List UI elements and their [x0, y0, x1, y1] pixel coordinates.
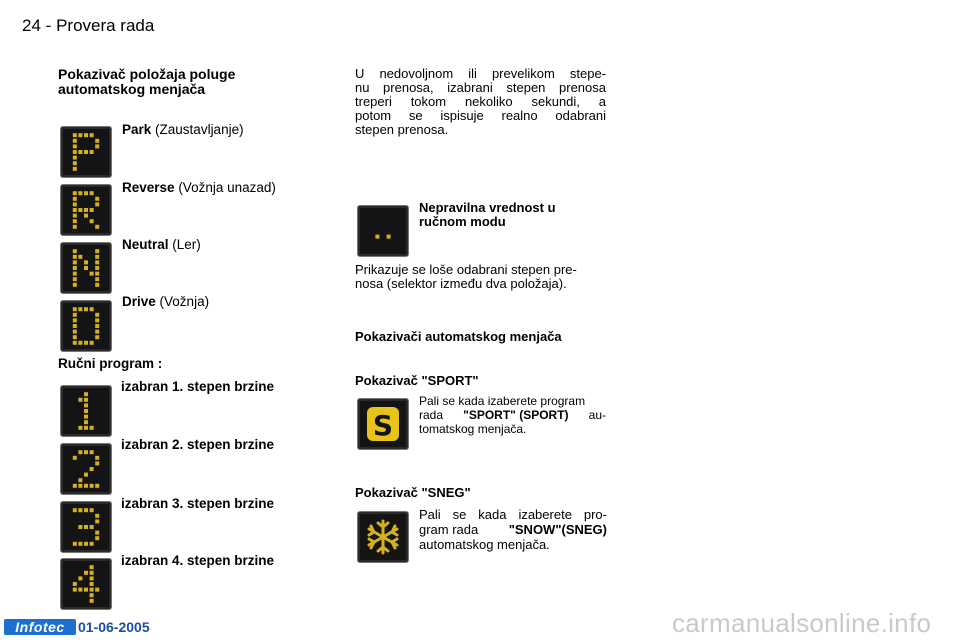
led-dot: [90, 582, 94, 586]
led-dot: [73, 249, 77, 253]
position-park: [122, 122, 244, 138]
position-name: Drive: [122, 294, 156, 309]
led-dot: [95, 531, 99, 535]
led-dot: [73, 508, 77, 512]
led-dot: [73, 191, 77, 195]
position-name: Park: [122, 122, 152, 137]
sport-text: [419, 394, 606, 436]
led-dot: [95, 197, 99, 201]
led-dot: [78, 450, 82, 454]
manual-program-title: Ručni program :: [58, 356, 163, 371]
text-line: U nedovoljnom ili prevelikom stepe-: [355, 66, 606, 81]
led-dot: [78, 478, 82, 482]
led-dot: [84, 341, 88, 345]
led-dot: [84, 484, 88, 488]
led-dot: [90, 599, 94, 603]
led-badge-n: [60, 242, 112, 294]
text-line: treperi tokom nekoliko sekundi, a: [355, 94, 606, 109]
snow-title: Pokazivač "SNEG": [355, 485, 471, 500]
led-dot: [73, 313, 77, 317]
led-dot: [84, 588, 88, 592]
led-dot: [73, 318, 77, 322]
text-line: nosa (selektor između dva položaja).: [355, 276, 567, 291]
led-dot: [73, 542, 77, 546]
led-badge-3: [60, 501, 112, 553]
page-header: [22, 16, 154, 36]
led-matrix-icon: [61, 559, 111, 609]
led-dot: [95, 139, 99, 143]
led-dot: [95, 456, 99, 460]
led-dot: [84, 473, 88, 477]
led-dot: [73, 484, 77, 488]
led-dot: [73, 156, 77, 160]
led-dot: [84, 426, 88, 430]
led-dot: [95, 283, 99, 287]
led-dot: [84, 398, 88, 402]
led-matrix-icon: [61, 243, 111, 293]
led-dot: [78, 542, 82, 546]
indicators-title: Pokazivači automatskog menjača: [355, 329, 562, 344]
gear-1-label: izabran 1. stepen brzine: [121, 379, 275, 394]
footer-date: 01-06-2005: [78, 619, 150, 635]
led-matrix-icon: [61, 127, 111, 177]
led-dot: [73, 277, 77, 281]
led-dot: [95, 272, 99, 276]
led-dot: [78, 255, 82, 259]
led-dot: [95, 324, 99, 328]
text-line: automatskog menjača.: [419, 537, 550, 552]
led-matrix-icon: [61, 386, 111, 436]
led-dot: [73, 167, 77, 171]
led-dot: [73, 582, 77, 586]
led-dot: [90, 133, 94, 137]
led-dot: [73, 588, 77, 592]
led-dot: [84, 542, 88, 546]
text-line: stepen prenosa.: [355, 122, 449, 137]
led-dot: [84, 191, 88, 195]
position-desc: (Ler): [172, 237, 201, 252]
led-dot: [78, 307, 82, 311]
led-dot: [95, 202, 99, 206]
led-dot: [90, 272, 94, 276]
led-dot: [95, 249, 99, 253]
led-dot: [78, 150, 82, 154]
led-badge-d: [60, 300, 112, 352]
led-dot: [78, 508, 82, 512]
led-dot: [95, 461, 99, 465]
led-dot: [73, 161, 77, 165]
led-dot: [73, 139, 77, 143]
led-dot: [375, 235, 379, 239]
led-dot: [90, 341, 94, 345]
led-dot: [90, 542, 94, 546]
position-reverse: [122, 180, 276, 196]
led-dot: [387, 235, 391, 239]
led-dot: [73, 307, 77, 311]
led-dot: [90, 426, 94, 430]
led-dot: [73, 219, 77, 223]
led-dot: [73, 341, 77, 345]
led-dot: [78, 398, 82, 402]
position-name: Reverse: [122, 180, 175, 195]
page-number: 24: [22, 16, 41, 35]
led-dot: [84, 409, 88, 413]
text-line: nu prenosa, izabrani stepen prenosa: [355, 80, 606, 95]
led-dot: [84, 415, 88, 419]
position-drive: [122, 294, 209, 310]
led-badge-p: [60, 126, 112, 178]
led-dot: [95, 484, 99, 488]
led-dot: [90, 508, 94, 512]
led-dot: [78, 208, 82, 212]
led-dot: [95, 277, 99, 281]
led-dot: [73, 335, 77, 339]
position-desc: (Vožnja): [159, 294, 210, 309]
led-dot: [73, 272, 77, 276]
led-dot: [78, 426, 82, 430]
led-dot: [78, 341, 82, 345]
snow-text: [419, 507, 607, 552]
led-dot: [90, 307, 94, 311]
led-dot: [95, 318, 99, 322]
text-run: "SPORT" (SPORT): [463, 408, 569, 422]
led-dot: [84, 150, 88, 154]
led-dot: [84, 133, 88, 137]
led-dot: [84, 450, 88, 454]
led-matrix-icon: [61, 185, 111, 235]
gear-3-label: izabran 3. stepen brzine: [121, 496, 275, 511]
led-dot: [84, 266, 88, 270]
led-dot: [90, 467, 94, 471]
led-dot: [90, 576, 94, 580]
text-line: tomatskog menjača.: [419, 422, 527, 436]
led-dot: [84, 392, 88, 396]
position-name: Neutral: [122, 237, 169, 252]
page-title: Provera rada: [56, 16, 155, 35]
led-dot: [78, 484, 82, 488]
led-dot: [95, 313, 99, 317]
led-dot: [95, 266, 99, 270]
led-matrix-icon: [61, 444, 111, 494]
led-dot: [95, 588, 99, 592]
title-line: Nepravilna vrednost u: [419, 200, 556, 215]
led-dot: [73, 202, 77, 206]
infotec-logo: Infotec: [4, 619, 76, 635]
led-badge-r: [60, 184, 112, 236]
led-dot: [95, 255, 99, 259]
led-dot: [78, 576, 82, 580]
led-dot: [95, 225, 99, 229]
snow-indicator: [357, 511, 409, 563]
led-dot: [84, 260, 88, 264]
led-dot: [90, 588, 94, 592]
led-dot: [73, 208, 77, 212]
led-dot: [95, 144, 99, 148]
position-desc: (Zaustavljanje): [155, 122, 244, 137]
snowflake-icon: [358, 512, 408, 562]
led-dot: [84, 307, 88, 311]
led-dot: [84, 525, 88, 529]
sport-s-icon: [358, 399, 408, 449]
led-dot: [73, 283, 77, 287]
sport-letter: S: [372, 409, 394, 442]
led-dot: [84, 420, 88, 424]
led-dot: [90, 525, 94, 529]
header-separator: -: [45, 16, 52, 35]
led-matrix-icon: [61, 301, 111, 351]
text-line: potom se ispisuje realno odabrani: [355, 108, 606, 123]
text-line: Pali se kada izaberete pro-: [419, 507, 607, 522]
led-dot: [73, 330, 77, 334]
led-dot: [95, 330, 99, 334]
text-run: "SNOW"(SNEG): [508, 522, 607, 537]
led-dot: [73, 133, 77, 137]
led-dot: [73, 144, 77, 148]
section-title-line: automatskog menjača: [58, 81, 206, 97]
section-title-gear-lever: [58, 67, 235, 97]
position-neutral: [122, 237, 201, 253]
led-dot: [90, 208, 94, 212]
led-dot: [84, 403, 88, 407]
led-dot: [84, 508, 88, 512]
text-run: rada: [419, 408, 444, 422]
led-dot: [90, 191, 94, 195]
led-dot: [78, 525, 82, 529]
title-line: ručnom modu: [419, 214, 506, 229]
led-badge-4: [60, 558, 112, 610]
led-matrix-icon: [358, 206, 408, 256]
invalid-value-title: [419, 201, 556, 229]
sport-title: Pokazivač "SPORT": [355, 373, 479, 388]
led-dot: [95, 260, 99, 264]
led-dot: [78, 191, 82, 195]
led-dot: [73, 456, 77, 460]
position-desc: (Vožnja unazad): [178, 180, 276, 195]
led-badge-2: [60, 443, 112, 495]
led-badge-1: [60, 385, 112, 437]
led-dot: [73, 260, 77, 264]
led-dot: [73, 225, 77, 229]
sport-indicator: [357, 398, 409, 450]
led-dot: [90, 565, 94, 569]
text-run: au-: [588, 408, 606, 422]
led-dot: [95, 514, 99, 518]
led-dot: [95, 335, 99, 339]
led-dot: [73, 255, 77, 259]
led-dot: [90, 219, 94, 223]
text-run: gram rada: [419, 522, 479, 537]
led-dot: [78, 133, 82, 137]
led-dot: [73, 266, 77, 270]
led-dot: [95, 536, 99, 540]
watermark: carmanualsonline.info: [672, 608, 932, 638]
section-title-line: Pokazivač položaja poluge: [58, 66, 236, 82]
led-dot: [73, 197, 77, 201]
led-dot: [84, 208, 88, 212]
intro-paragraph: [355, 67, 606, 137]
led-badge-dashes: [357, 205, 409, 257]
gear-4-label: izabran 4. stepen brzine: [121, 553, 275, 568]
led-dot: [73, 324, 77, 328]
invalid-value-text: [355, 263, 577, 291]
gear-2-label: izabran 2. stepen brzine: [121, 437, 275, 452]
led-dot: [73, 214, 77, 218]
text-line: Prikazuje se loše odabrani stepen pre-: [355, 262, 577, 277]
led-matrix-icon: [61, 502, 111, 552]
led-dot: [90, 450, 94, 454]
led-dot: [90, 593, 94, 597]
led-dot: [90, 150, 94, 154]
led-dot: [84, 571, 88, 575]
led-dot: [90, 484, 94, 488]
text-line: [419, 522, 607, 537]
led-dot: [95, 519, 99, 523]
led-dot: [78, 588, 82, 592]
led-dot: [84, 214, 88, 218]
led-dot: [73, 150, 77, 154]
text-line: [419, 408, 606, 422]
led-dot: [90, 571, 94, 575]
text-line: Pali se kada izaberete program: [419, 394, 586, 408]
